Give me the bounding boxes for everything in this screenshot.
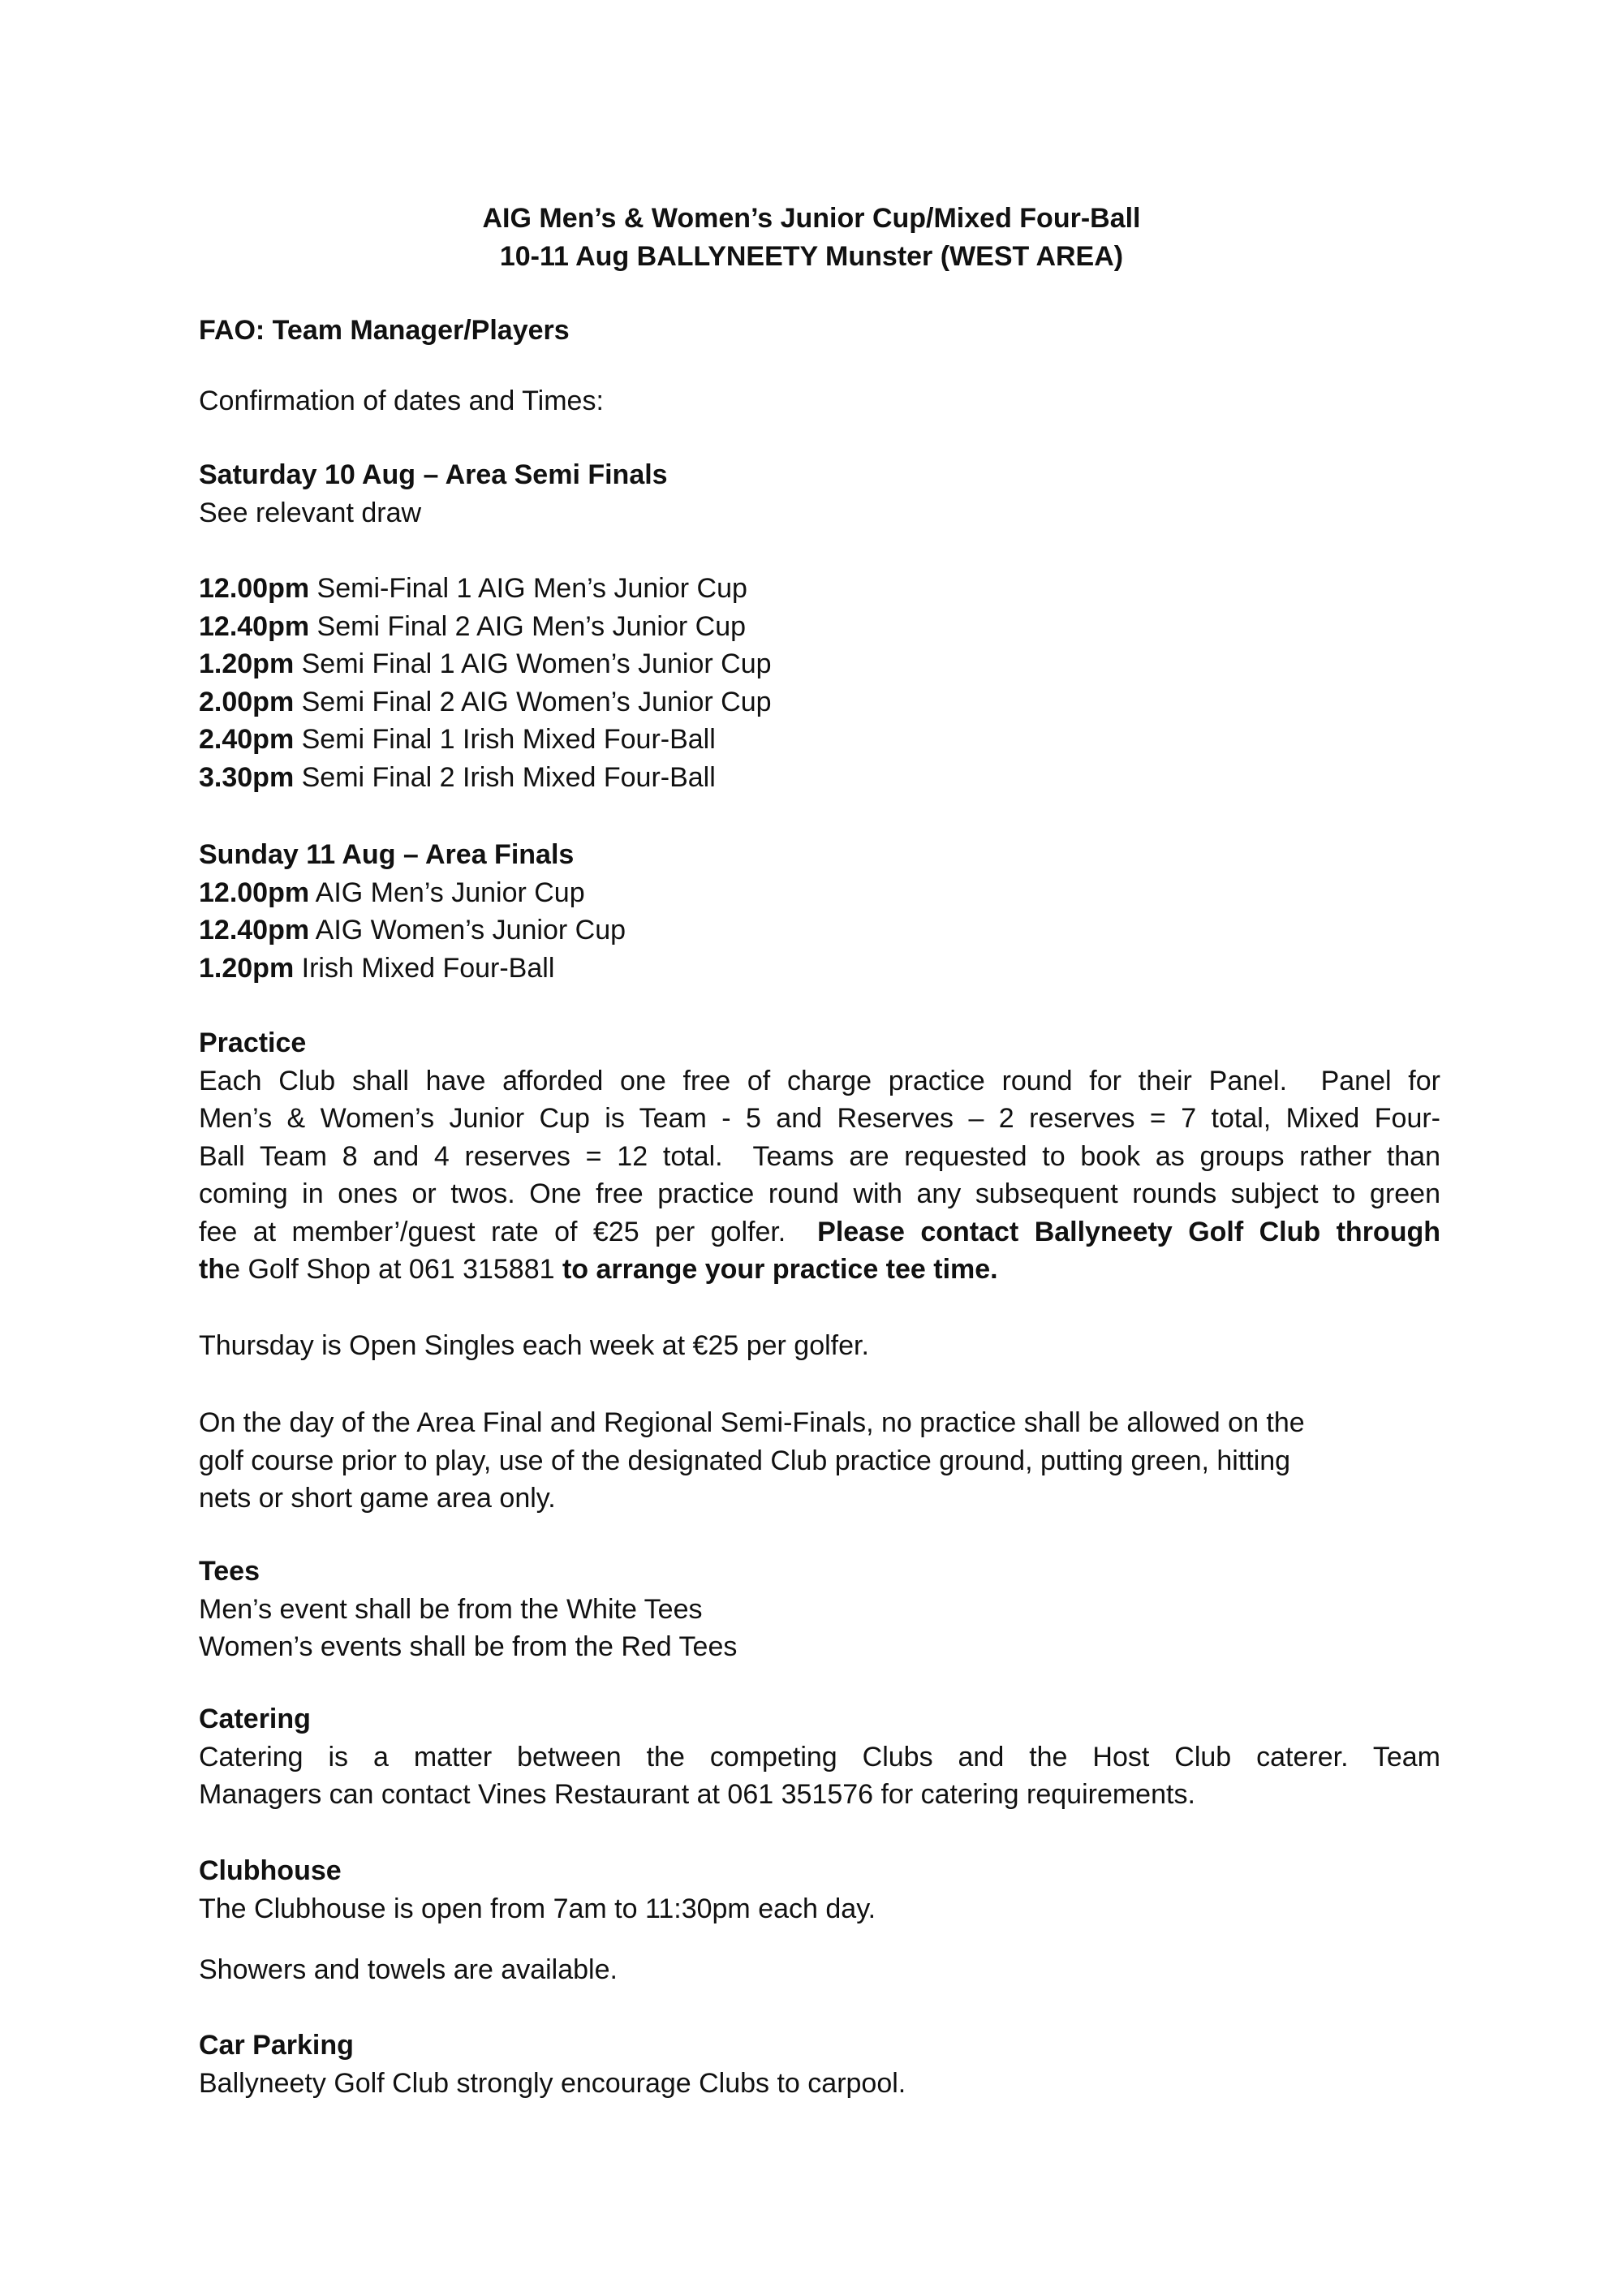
document-title [0, 200, 1623, 275]
schedule-time: 1.20pm [199, 648, 295, 679]
schedule-time: 12.40pm [199, 610, 310, 642]
section-heading: Sunday 11 Aug – Area Finals [199, 839, 575, 870]
schedule-event: AIG Men’s Junior Cup [309, 877, 585, 908]
section-heading: Tees [199, 1556, 260, 1587]
text-segment: Each Club shall have afforded one free of charge practice round for their Panel. Panel for [199, 1065, 1440, 1096]
schedule-event: Semi Final 2 AIG Women’s Junior Cup [294, 686, 772, 717]
catering-section [199, 1700, 1440, 1814]
practice-section [199, 1024, 1440, 1289]
text-line: Women’s events shall be from the Red Tees [199, 1631, 738, 1662]
fao-line: FAO: Team Manager/Players [199, 315, 570, 346]
schedule-time: 3.30pm [199, 761, 295, 793]
schedule-item [199, 645, 1440, 683]
note: See relevant draw [199, 497, 422, 528]
schedule-item [199, 721, 1440, 759]
schedule-time: 2.40pm [199, 724, 295, 755]
schedule-time: 2.00pm [199, 686, 295, 717]
text-line [199, 1062, 1440, 1101]
text-segment: e Golf Shop at 061 315881 [225, 1254, 562, 1285]
text-line: Ballyneety Golf Club strongly encourage Clubs to carpool. [199, 2067, 906, 2099]
showers-line: Showers and towels are available. [199, 1954, 618, 1985]
title-line: AIG Men’s & Women’s Junior Cup/Mixed Four-Ball [482, 203, 1141, 234]
text-line [199, 1138, 1440, 1176]
schedule-time: 12.40pm [199, 915, 310, 946]
text-line: On the day of the Area Final and Regional Semi-Finals, no practice shall be allowed on the [199, 1407, 1305, 1438]
day-of-paragraph [199, 1404, 1440, 1518]
schedule-event: Semi Final 2 Irish Mixed Four-Ball [294, 761, 716, 793]
schedule-item [199, 759, 1440, 797]
text-line: nets or short game area only. [199, 1483, 556, 1514]
schedule-time: 12.00pm [199, 877, 310, 908]
schedule-event: AIG Women’s Junior Cup [309, 915, 626, 946]
schedule-event: Semi Final 1 Irish Mixed Four-Ball [294, 724, 716, 755]
text-line [199, 1251, 1440, 1289]
tees-section [199, 1553, 1440, 1666]
section-heading: Clubhouse [199, 1855, 342, 1886]
text-segment: Ball Team 8 and 4 reserves = 12 total. Teams are requested to book as groups rather than [199, 1140, 1440, 1172]
schedule-item [199, 570, 1440, 608]
schedule-event: Irish Mixed Four-Ball [294, 952, 555, 984]
schedule-item [199, 683, 1440, 722]
schedule-item [199, 608, 1440, 646]
sunday-section [199, 836, 1440, 987]
text-line: Men’s event shall be from the White Tees [199, 1593, 703, 1625]
text-line: The Clubhouse is open from 7am to 11:30pm each day. [199, 1893, 876, 1924]
section-heading: Practice [199, 1027, 307, 1058]
practice-paragraph [199, 1062, 1440, 1289]
section-heading: Catering [199, 1704, 311, 1734]
bold-text: th [199, 1254, 226, 1285]
text-segment: fee at member’/guest rate of €25 per golfer. [199, 1216, 818, 1247]
text-line [199, 1175, 1440, 1213]
title-line: 10-11 Aug BALLYNEETY Munster (WEST AREA) [499, 240, 1124, 272]
section-heading: Saturday 10 Aug – Area Semi Finals [199, 459, 668, 490]
schedule-item [199, 874, 1440, 912]
saturday-section [199, 456, 1440, 532]
schedule-time: 12.00pm [199, 573, 310, 604]
bold-text: Please contact Ballyneety Golf Club through [817, 1216, 1441, 1247]
schedule-event: Semi Final 1 AIG Women’s Junior Cup [294, 648, 772, 679]
text-line [199, 1213, 1440, 1251]
saturday-schedule [199, 570, 1440, 796]
schedule-item [199, 950, 1440, 988]
text-line: Managers can contact Vines Restaurant at 061 351576 for catering requirements. [199, 1779, 1195, 1810]
bold-text: to arrange your practice tee time. [562, 1254, 998, 1285]
schedule-item [199, 911, 1440, 950]
text-segment: coming in ones or twos. One free practice round with any subsequent rounds subject to green [199, 1178, 1440, 1209]
text-line [199, 1100, 1440, 1138]
schedule-time: 1.20pm [199, 952, 295, 984]
sunday-schedule [199, 874, 1440, 988]
text-line: golf course prior to play, use of the designated Club practice ground, putting green, hitting [199, 1445, 1291, 1476]
clubhouse-section [199, 1852, 1440, 1928]
parking-section [199, 2027, 1440, 2102]
schedule-event: Semi-Final 1 AIG Men’s Junior Cup [309, 573, 747, 604]
confirmation-line: Confirmation of dates and Times: [199, 386, 604, 416]
section-heading: Car Parking [199, 2030, 354, 2061]
text-segment: Men’s & Women’s Junior Cup is Team - 5 and Reserves – 2 reserves = 7 total, Mixed Four- [199, 1103, 1440, 1134]
text-line: Catering is a matter between the competing Clubs and the Host Club caterer. Team [199, 1741, 1440, 1773]
thursday-line: Thursday is Open Singles each week at €25 per golfer. [199, 1330, 869, 1361]
schedule-event: Semi Final 2 AIG Men’s Junior Cup [309, 610, 747, 642]
